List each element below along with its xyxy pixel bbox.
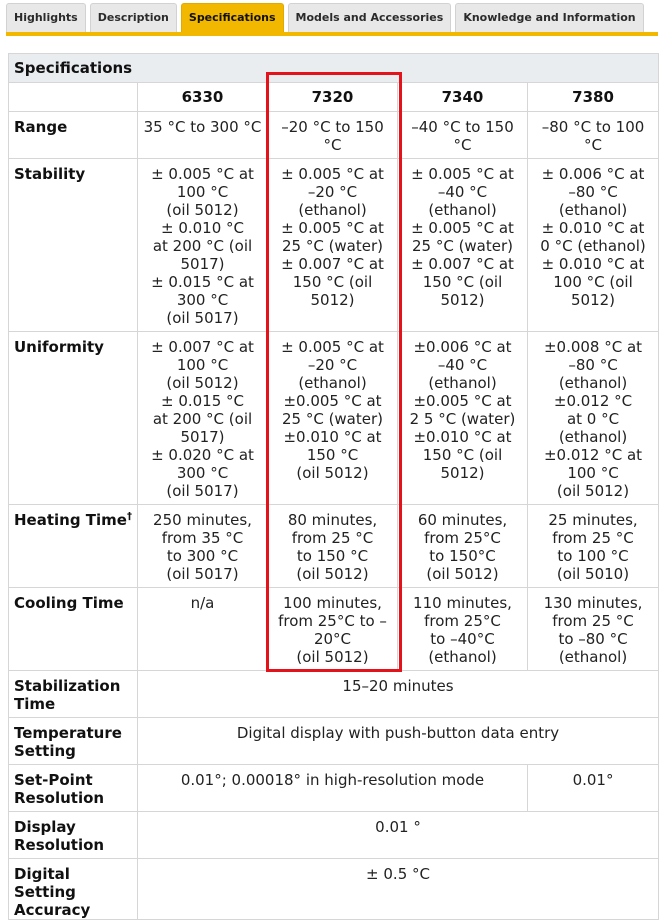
cell-line: (oil 5017): [166, 482, 239, 500]
row-uniformity: [9, 332, 659, 505]
cell-line: 5012): [571, 291, 616, 309]
cell-line: (oil 5012): [166, 374, 239, 392]
cell-line: at 0 °C: [566, 410, 620, 428]
cell-line: 80 minutes,: [287, 511, 378, 529]
cell-line: at 200 °C (oil: [152, 410, 253, 428]
row-set-point-resolution: [9, 765, 659, 812]
cell-line: ±0.010 °C at: [283, 428, 382, 446]
row-label-display-resolution: Display Resolution: [9, 812, 138, 859]
cell-heating-7320: [268, 505, 398, 588]
cell-stability-7320: [268, 159, 398, 332]
cell-line: ± 0.006 °C at: [541, 165, 645, 183]
cell-line: 5012): [440, 291, 485, 309]
model-header-empty: [9, 83, 138, 112]
cell-line: ± 0.005 °C at: [281, 165, 384, 183]
cell-line: ± 0.020 °C at: [151, 446, 254, 464]
cell-line: to 100 °C: [557, 547, 629, 565]
tab-specifications[interactable]: Specifications: [181, 3, 284, 32]
row-cooling-time: [9, 588, 659, 671]
cell-line: from 25°C to –: [278, 612, 387, 630]
tab-knowledge-and-information[interactable]: Knowledge and Information: [455, 3, 643, 32]
cell-line: ± 0.010 °C at: [541, 255, 645, 273]
cell-line: 5012): [440, 464, 485, 482]
tab-description[interactable]: Description: [90, 3, 177, 32]
cell-line: 5017): [180, 428, 225, 446]
cell-heating-7340: [398, 505, 528, 588]
cell-line: 100 °C: [176, 356, 229, 374]
cell-line: °C: [584, 136, 602, 154]
cell-line: (oil 5010): [556, 565, 630, 583]
cell-line: 5017): [180, 255, 225, 273]
cell-line: 150 °C (oil: [422, 273, 503, 291]
cell-line: to –80 °C: [558, 630, 628, 648]
cell-line: 25 °C (water): [411, 237, 514, 255]
cell-line: ±0.005 °C at: [283, 392, 382, 410]
cell-line: 300 °C: [176, 464, 229, 482]
cell-line: (ethanol): [428, 648, 497, 666]
cell-range-7380: [528, 112, 659, 159]
cell-line: ± 0.005 °C at: [411, 165, 514, 183]
tab-models-and-accessories[interactable]: Models and Accessories: [288, 3, 452, 32]
cell-line: (ethanol): [558, 201, 628, 219]
cell-line: (ethanol): [558, 428, 628, 446]
row-temperature-setting: [9, 718, 659, 765]
cell-line: ± 0.010 °C: [160, 219, 245, 237]
cell-line: ± 0.015 °C: [160, 392, 245, 410]
cell-line: –40 °C: [437, 183, 488, 201]
cell-line: 110 minutes,: [413, 594, 512, 612]
cell-uniformity-7320: [268, 332, 398, 505]
cell-line: ±0.010 °C at: [413, 428, 512, 446]
cell-line: ± 0.005 °C at: [281, 338, 384, 356]
cell-cooling-7380: [528, 588, 659, 671]
cell-cooling-7340: [398, 588, 528, 671]
cell-line: ± 0.010 °C at: [541, 219, 645, 237]
cell-line: –20 °C: [307, 356, 358, 374]
cell-line: n/a: [190, 594, 215, 612]
cell-line: –20 °C: [307, 183, 358, 201]
tab-highlights[interactable]: Highlights: [6, 3, 86, 32]
cell-line: 60 minutes,: [417, 511, 508, 529]
row-range: [9, 112, 659, 159]
row-heating-time: [9, 505, 659, 588]
cell-line: –80 °C: [568, 183, 618, 201]
cell-range-6330: [138, 112, 268, 159]
specifications-table: [8, 53, 659, 920]
cell-set-point-resolution-main: 0.01°; 0.00018° in high-resolution mode: [138, 765, 528, 812]
cell-cooling-6330: [138, 588, 268, 671]
cell-line: °C: [323, 136, 342, 154]
cell-line: ±0.006 °C at: [413, 338, 512, 356]
cell-line: ±0.008 °C at: [543, 338, 643, 356]
cell-line: 150 °C (oil: [422, 446, 503, 464]
cell-line: (oil 5012): [426, 565, 499, 583]
row-display-resolution: [9, 812, 659, 859]
row-label-uniformity: Uniformity: [9, 332, 138, 505]
cell-line: (ethanol): [298, 201, 367, 219]
heating-time-label: Heating Time: [14, 511, 127, 529]
cell-set-point-resolution-7380: 0.01°: [528, 765, 659, 812]
cell-line: ±0.012 °C: [553, 392, 633, 410]
tab-underline: [6, 32, 658, 36]
dagger-footnote-mark: †: [126, 511, 132, 522]
cell-line: from 25°C: [424, 529, 501, 547]
cell-line: °C: [453, 136, 472, 154]
row-label-digital-setting-accuracy: Digital Setting Accuracy: [9, 859, 138, 920]
cell-line: (ethanol): [428, 201, 497, 219]
cell-line: –40 °C: [437, 356, 488, 374]
cell-line: 250 minutes,: [153, 511, 252, 529]
cell-stabilization-all: 15–20 minutes: [138, 671, 659, 718]
cell-line: 35 °C to 300 °C: [143, 118, 262, 136]
tab-list: [6, 3, 644, 32]
cell-line: from 25 °C: [552, 529, 634, 547]
cell-stability-7380: [528, 159, 659, 332]
cell-range-7340: [398, 112, 528, 159]
cell-line: 130 minutes,: [543, 594, 643, 612]
cell-line: ± 0.005 °C at: [151, 165, 254, 183]
cell-line: (oil 5017): [166, 309, 239, 327]
cell-line: from 25°C: [424, 612, 501, 630]
cell-line: 300 °C: [176, 291, 229, 309]
cell-line: ± 0.007 °C at: [151, 338, 254, 356]
cell-line: to 150 °C: [296, 547, 369, 565]
cell-line: 20°C: [313, 630, 352, 648]
cell-line: (oil 5012): [296, 565, 369, 583]
cell-uniformity-7340: [398, 332, 528, 505]
cell-line: (ethanol): [428, 374, 497, 392]
row-digital-setting-accuracy: [9, 859, 659, 920]
cell-line: –40 °C to 150: [411, 118, 514, 136]
cell-heating-7380: [528, 505, 659, 588]
cell-line: at 200 °C (oil: [152, 237, 253, 255]
cell-line: 25 minutes,: [548, 511, 638, 529]
model-header-7380: 7380: [528, 83, 659, 112]
cell-line: (ethanol): [558, 648, 628, 666]
cell-line: to 300 °C: [166, 547, 239, 565]
row-label-set-point-resolution: Set-Point Resolution: [9, 765, 138, 812]
row-label-stability: Stability: [9, 159, 138, 332]
cell-line: 100 °C: [176, 183, 229, 201]
cell-stability-7340: [398, 159, 528, 332]
row-label-heating-time: [9, 505, 138, 588]
row-label-cooling-time: Cooling Time: [9, 588, 138, 671]
cell-line: (oil 5012): [296, 464, 369, 482]
cell-line: ± 0.005 °C at: [411, 219, 514, 237]
cell-line: –80 °C: [568, 356, 618, 374]
cell-line: 2 5 °C (water): [409, 410, 516, 428]
cell-line: 150 °C: [306, 446, 359, 464]
cell-line: from 25 °C: [291, 529, 374, 547]
cell-line: (oil 5017): [166, 565, 239, 583]
cell-digital-setting-accuracy-all: ± 0.5 °C: [138, 859, 659, 920]
cell-line: (oil 5012): [556, 482, 630, 500]
row-label-range: Range: [9, 112, 138, 159]
cell-line: (ethanol): [558, 374, 628, 392]
cell-line: 5012): [310, 291, 355, 309]
model-header-7320: 7320: [268, 83, 398, 112]
cell-line: to –40°C: [430, 630, 495, 648]
cell-range-7320: [268, 112, 398, 159]
row-label-temperature-setting: Temperature Setting: [9, 718, 138, 765]
cell-line: to 150°C: [429, 547, 496, 565]
cell-line: ± 0.015 °C at: [151, 273, 254, 291]
cell-line: (oil 5012): [296, 648, 369, 666]
cell-line: –80 °C to 100: [541, 118, 645, 136]
row-stabilization-time: [9, 671, 659, 718]
cell-line: ± 0.007 °C at: [281, 255, 384, 273]
cell-heating-6330: [138, 505, 268, 588]
cell-line: ±0.012 °C at: [543, 446, 643, 464]
cell-line: 25 °C (water): [281, 410, 384, 428]
model-header-7340: 7340: [398, 83, 528, 112]
cell-line: 150 °C (oil: [292, 273, 373, 291]
table-caption: Specifications: [9, 54, 659, 83]
cell-line: ± 0.005 °C at: [281, 219, 384, 237]
cell-stability-6330: [138, 159, 268, 332]
cell-line: from 25 °C: [552, 612, 634, 630]
model-header-6330: 6330: [138, 83, 268, 112]
tab-bar: [0, 0, 661, 36]
cell-line: 100 °C (oil: [553, 273, 633, 291]
cell-line: –20 °C to 150: [281, 118, 384, 136]
row-label-stabilization-time: Stabilization Time: [9, 671, 138, 718]
cell-line: 0 °C (ethanol): [540, 237, 646, 255]
cell-temperature-setting-all: Digital display with push-button data entry: [138, 718, 659, 765]
cell-line: ± 0.007 °C at: [411, 255, 514, 273]
cell-line: 25 °C (water): [281, 237, 384, 255]
cell-line: 100 minutes,: [283, 594, 382, 612]
cell-line: 100 °C: [567, 464, 619, 482]
row-stability: [9, 159, 659, 332]
cell-display-resolution-all: 0.01 °: [138, 812, 659, 859]
cell-line: (oil 5012): [166, 201, 239, 219]
cell-uniformity-7380: [528, 332, 659, 505]
cell-uniformity-6330: [138, 332, 268, 505]
cell-line: from 35 °C: [161, 529, 244, 547]
cell-line: (ethanol): [298, 374, 367, 392]
cell-cooling-7320: [268, 588, 398, 671]
cell-line: ±0.005 °C at: [413, 392, 512, 410]
